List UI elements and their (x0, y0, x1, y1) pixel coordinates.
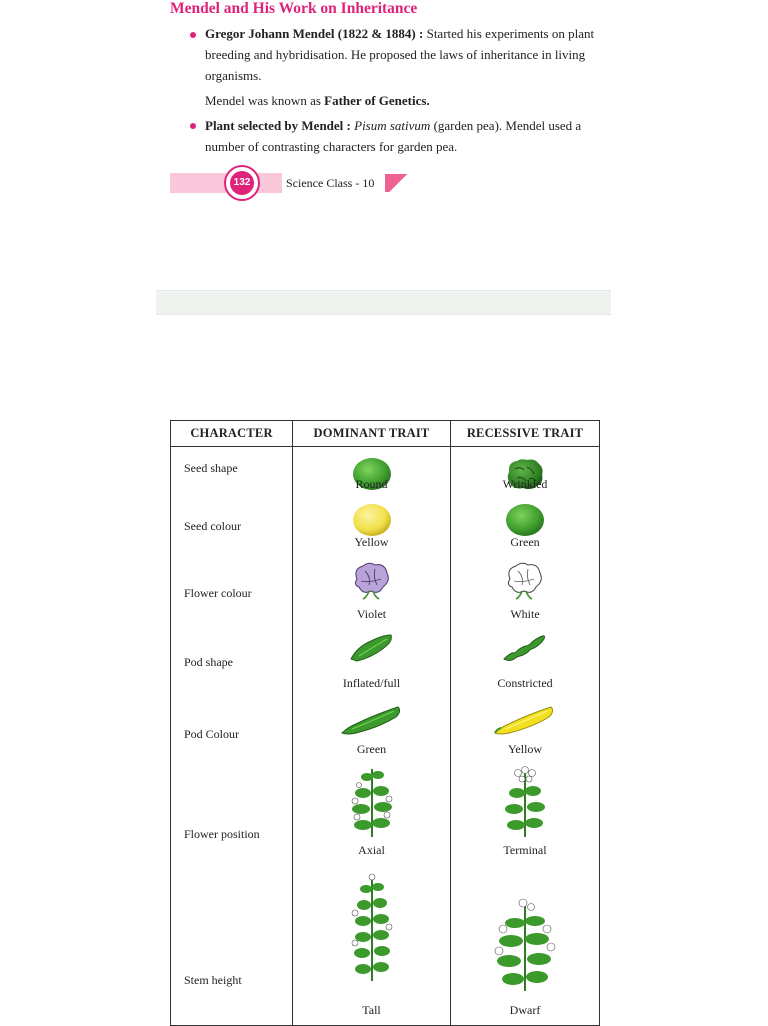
dominant-trait-label: Tall (362, 1002, 381, 1017)
tall-plant-icon (349, 873, 395, 981)
character-label: Flower colour (184, 585, 252, 600)
constricted-pod-icon (500, 631, 550, 665)
character-label: Pod shape (184, 654, 233, 669)
page-number: 132 (230, 171, 254, 195)
plant-selected-lead: Plant selected by Mendel : (205, 118, 351, 133)
header-recessive-trait: RECESSIVE TRAIT (451, 421, 600, 447)
table-row (171, 759, 600, 871)
table-row (171, 447, 600, 505)
table-row (171, 631, 600, 699)
dominant-trait-label: Violet (356, 606, 387, 621)
terminal-flower-plant-icon (500, 765, 550, 837)
page-number-badge (224, 165, 260, 201)
header-dominant-trait: DOMINANT TRAIT (293, 421, 451, 447)
footer-label: Science Class - 10 (286, 176, 375, 190)
character-label: Stem height (184, 972, 242, 987)
dominant-trait-label: Green (356, 741, 387, 756)
character-label: Seed colour (184, 518, 241, 533)
plant-selected-text: (garden pea). Mendel used a number of contrasting characters for garden pea. (205, 118, 582, 154)
bullet-marker (190, 29, 200, 39)
table-row (171, 699, 600, 759)
mendel-bio-lead: Gregor Johann Mendel (1822 & 1884) : (205, 26, 424, 41)
recessive-trait-label: Green (510, 534, 540, 549)
footer-flag-icon (385, 174, 412, 192)
page-divider (156, 290, 611, 315)
bullet-marker (190, 120, 200, 130)
yellow-seed-icon (352, 503, 392, 537)
mendel-traits-table (170, 420, 600, 1026)
table-row (171, 871, 600, 1026)
white-flower-icon (504, 561, 546, 601)
dominant-trait-label: Round (355, 477, 388, 491)
character-label: Flower position (184, 826, 260, 841)
recessive-trait-label: Constricted (497, 675, 553, 690)
green-pod-icon (340, 703, 404, 737)
green-seed-icon (505, 503, 545, 537)
dwarf-plant-icon (493, 895, 557, 991)
inflated-pod-icon (347, 631, 397, 665)
plant-selected-paragraph (205, 115, 605, 157)
plant-scientific-name: Pisum sativum (354, 118, 431, 133)
section-title: Mendel and His Work on Inheritance (170, 0, 418, 17)
recessive-trait-label: Wrinkled (502, 477, 548, 491)
father-of-genetics-note (205, 90, 605, 111)
table-row (171, 505, 600, 563)
mendel-bio-text: Started his experiments on plant breeding and hybridisation. He proposed the laws of inheritance in living organisms. (205, 26, 595, 83)
footer-band-arrow (262, 173, 282, 193)
header-character: CHARACTER (171, 421, 293, 447)
recessive-trait-label: Terminal (503, 842, 547, 857)
note-prefix: Mendel was known as (205, 93, 321, 108)
recessive-trait-label: White (510, 606, 540, 621)
dominant-trait-label: Yellow (354, 534, 389, 549)
character-label: Pod Colour (184, 726, 240, 741)
dominant-trait-label: Axial (358, 842, 385, 857)
violet-flower-icon (351, 561, 393, 601)
recessive-trait-label: Yellow (507, 741, 543, 756)
table-header-row (171, 421, 600, 447)
table-row (171, 563, 600, 631)
yellow-pod-icon (493, 703, 557, 737)
mendel-bio-paragraph (205, 23, 605, 86)
character-label: Seed shape (184, 461, 238, 475)
note-bold: Father of Genetics. (324, 93, 430, 108)
dominant-trait-label: Inflated/full (342, 675, 401, 690)
axial-flower-plant-icon (347, 765, 397, 837)
recessive-trait-label: Dwarf (509, 1002, 541, 1017)
